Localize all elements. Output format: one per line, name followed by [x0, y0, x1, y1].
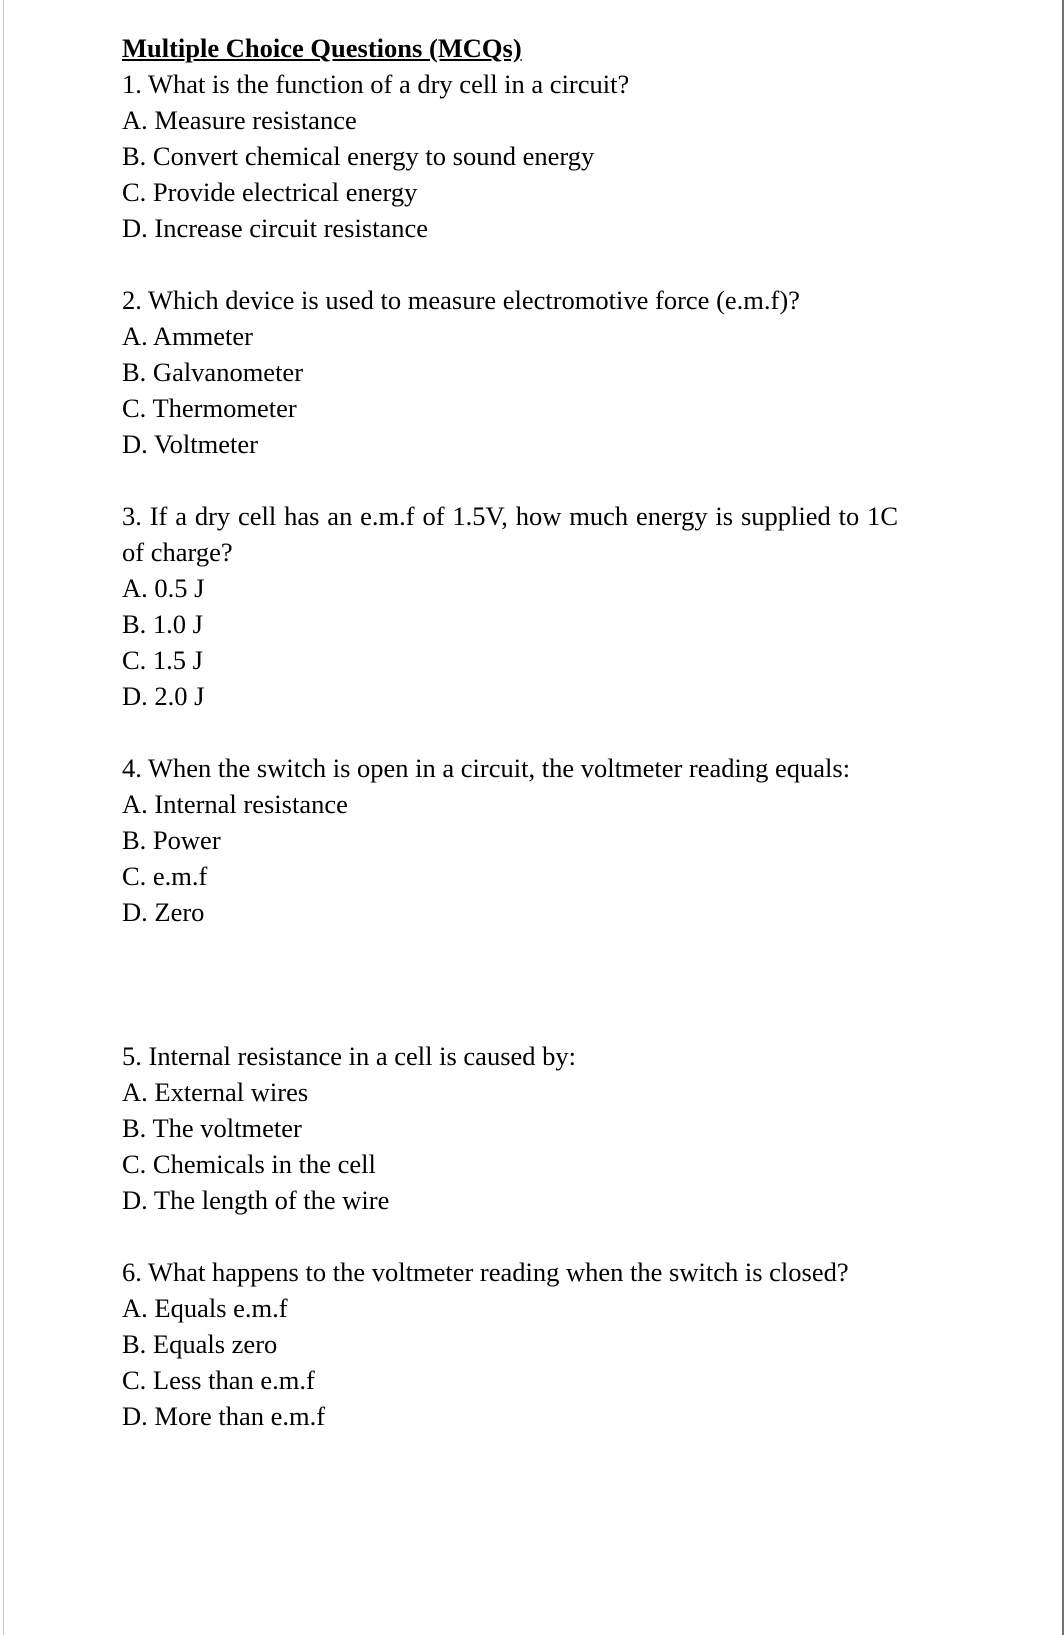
question-stem: 5. Internal resistance in a cell is caused by:: [122, 1041, 577, 1071]
question-block: [122, 1254, 898, 1434]
document-body: [122, 30, 898, 1434]
section-gap: [122, 930, 898, 1038]
question-stem: 3. If a dry cell has an e.m.f of 1.5V, how much energy is supplied to 1C of charge?: [122, 501, 898, 567]
question-block: [122, 1038, 898, 1218]
answer-option[interactable]: D. Voltmeter: [122, 429, 258, 459]
question-stem: 1. What is the function of a dry cell in a circuit?: [122, 69, 630, 99]
answer-option[interactable]: A. Equals e.m.f: [122, 1293, 288, 1323]
question-stem: 2. Which device is used to measure electromotive force (e.m.f)?: [122, 285, 800, 315]
answer-option[interactable]: C. Thermometer: [122, 393, 297, 423]
answer-option[interactable]: C. Chemicals in the cell: [122, 1149, 376, 1179]
answer-option[interactable]: D. Zero: [122, 897, 205, 927]
question-stem: 6. What happens to the voltmeter reading when the switch is closed?: [122, 1257, 849, 1287]
paragraph-gap: [122, 1218, 898, 1254]
answer-option[interactable]: D. The length of the wire: [122, 1185, 390, 1215]
question-block: [122, 750, 898, 930]
answer-option[interactable]: A. Ammeter: [122, 321, 253, 351]
question-stem: 4. When the switch is open in a circuit, the voltmeter reading equals:: [122, 753, 851, 783]
answer-option[interactable]: A. Internal resistance: [122, 789, 348, 819]
answer-option[interactable]: B. 1.0 J: [122, 609, 203, 639]
answer-option[interactable]: C. e.m.f: [122, 861, 208, 891]
paragraph-gap: [122, 462, 898, 498]
answer-option[interactable]: B. Galvanometer: [122, 357, 304, 387]
answer-option[interactable]: D. 2.0 J: [122, 681, 205, 711]
paragraph-gap: [122, 246, 898, 282]
answer-option[interactable]: B. Power: [122, 825, 221, 855]
paragraph-gap: [122, 714, 898, 750]
page-title-text: Multiple Choice Questions (MCQs): [122, 33, 522, 63]
answer-option[interactable]: B. Equals zero: [122, 1329, 278, 1359]
page-edge-right: [1062, 0, 1064, 1635]
answer-option[interactable]: D. More than e.m.f: [122, 1401, 326, 1431]
answer-option[interactable]: A. External wires: [122, 1077, 309, 1107]
answer-option[interactable]: D. Increase circuit resistance: [122, 213, 429, 243]
answer-option[interactable]: A. 0.5 J: [122, 573, 205, 603]
answer-option[interactable]: A. Measure resistance: [122, 105, 357, 135]
answer-option[interactable]: C. Less than e.m.f: [122, 1365, 315, 1395]
question-block: [122, 282, 898, 462]
answer-option[interactable]: B. The voltmeter: [122, 1113, 302, 1143]
page-edge-left: [3, 0, 4, 1635]
answer-option[interactable]: C. 1.5 J: [122, 645, 203, 675]
answer-option[interactable]: B. Convert chemical energy to sound energy: [122, 141, 595, 171]
answer-option[interactable]: C. Provide electrical energy: [122, 177, 418, 207]
question-block: [122, 498, 898, 714]
question-block: [122, 66, 898, 246]
page-title: [122, 30, 898, 66]
